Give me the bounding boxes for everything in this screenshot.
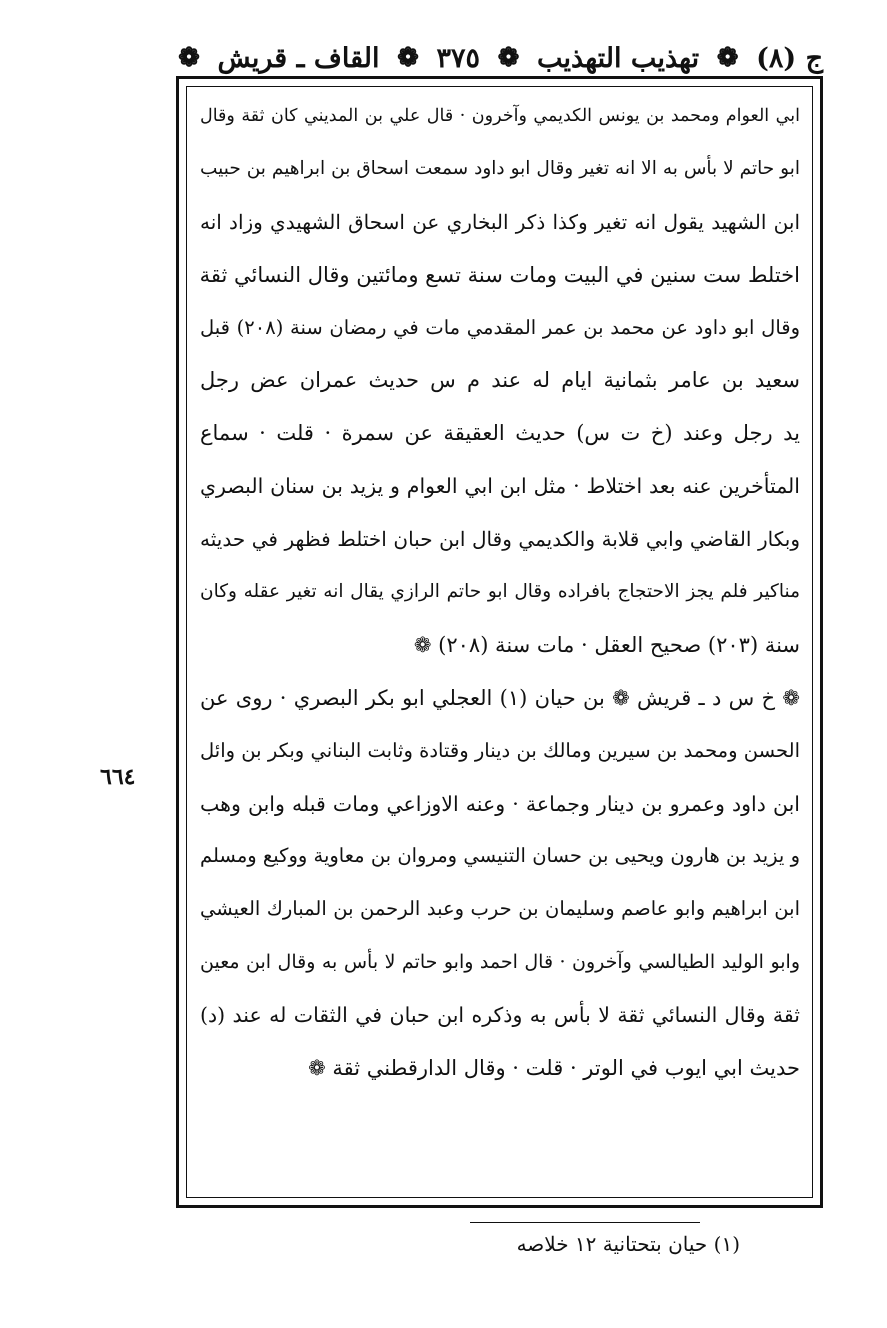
text-line: ابن ابراهيم وابو عاصم وسليمان بن حرب وعبد الرحمن بن المبارك العيشي bbox=[200, 897, 800, 921]
header-title: تهذيب التهذيب bbox=[537, 42, 700, 74]
text-line: المتأخرين عنه بعد اختلاط · مثل ابن ابي العوام و يزيد بن سنان البصري bbox=[200, 474, 800, 499]
page-header bbox=[178, 38, 823, 78]
header-volume: ج (٨) bbox=[756, 42, 823, 74]
text-line: ابن الشهيد يقول انه تغير وكذا ذكر البخاري عن اسحاق الشهيدي وزاد انه bbox=[200, 209, 800, 234]
entry-heading-line: ❁ خ س د ـ قريش ❁ بن حيان (١) العجلي ابو بكر البصري · روى عن bbox=[200, 685, 800, 710]
text-line: الحسن ومحمد بن سيرين ومالك بن دينار وقتادة وثابت البناني وبكر بن وائل bbox=[200, 738, 800, 762]
header-section: القاف ـ قريش bbox=[217, 42, 380, 74]
header-page-number: ٣٧٥ bbox=[436, 42, 481, 74]
footnote: (١) حيان بتحتانية ١٢ خلاصه bbox=[516, 1232, 740, 1256]
marginal-entry-number: ٦٦٤ bbox=[100, 764, 136, 790]
text-line: و يزيد بن هارون ويحيى بن حسان التنيسي ومروان بن معاوية ووكيع ومسلم bbox=[200, 844, 800, 868]
text-line: سعيد بن عامر بثمانية ايام له عند م س حديث عمران عض رجل bbox=[200, 368, 800, 393]
text-line: اختلط ست سنين في البيت ومات سنة تسع ومائتين وقال النسائي ثقة bbox=[200, 262, 800, 287]
text-line: يد رجل وعند (خ ت س) حديث العقيقة عن سمرة · قلت · سماع bbox=[200, 421, 800, 446]
text-line: وقال ابو داود عن محمد بن عمر المقدمي مات في رمضان سنة (٢٠٨) قبل bbox=[200, 315, 800, 339]
ornament-icon: ❁ bbox=[397, 43, 419, 73]
text-line: ثقة وقال النسائي ثقة لا بأس به وذكره ابن حبان في الثقات له عند (د) bbox=[200, 1003, 800, 1028]
text-line: سنة (٢٠٣) صحيح العقل · مات سنة (٢٠٨) ❁ bbox=[413, 632, 800, 657]
text-line: وبكار القاضي وابي قلابة والكديمي وقال ابن حبان اختلط فظهر في حديثه bbox=[200, 527, 800, 552]
text-line: مناكير فلم يجز الاحتجاج بافراده وقال ابو حاتم الرازي يقال انه تغير عقله وكان bbox=[200, 581, 800, 603]
footnote-divider bbox=[470, 1222, 700, 1223]
text-line: ابي العوام ومحمد بن يونس الكديمي وآخرون · قال علي بن المديني كان ثقة وقال bbox=[200, 106, 800, 126]
text-line: ابو حاتم لا بأس به الا انه تغير وقال ابو داود سمعت اسحاق بن ابراهيم بن حبيب bbox=[200, 157, 800, 179]
ornament-icon: ❁ bbox=[497, 43, 520, 73]
ornament-icon: ❁ bbox=[716, 43, 739, 73]
ornament-icon: ❁ bbox=[178, 43, 200, 73]
text-line: ابن داود وعمرو بن دينار وجماعة · وعنه الاوزاعي ومات قبله وابن وهب bbox=[200, 791, 800, 816]
text-body bbox=[200, 90, 800, 1095]
text-line: حديث ابي ايوب في الوتر · قلت · وقال الدارقطني ثقة ❁ bbox=[308, 1056, 800, 1081]
text-line: وابو الوليد الطيالسي وآخرون · قال احمد وابو حاتم لا بأس به وقال ابن معين bbox=[200, 951, 800, 974]
